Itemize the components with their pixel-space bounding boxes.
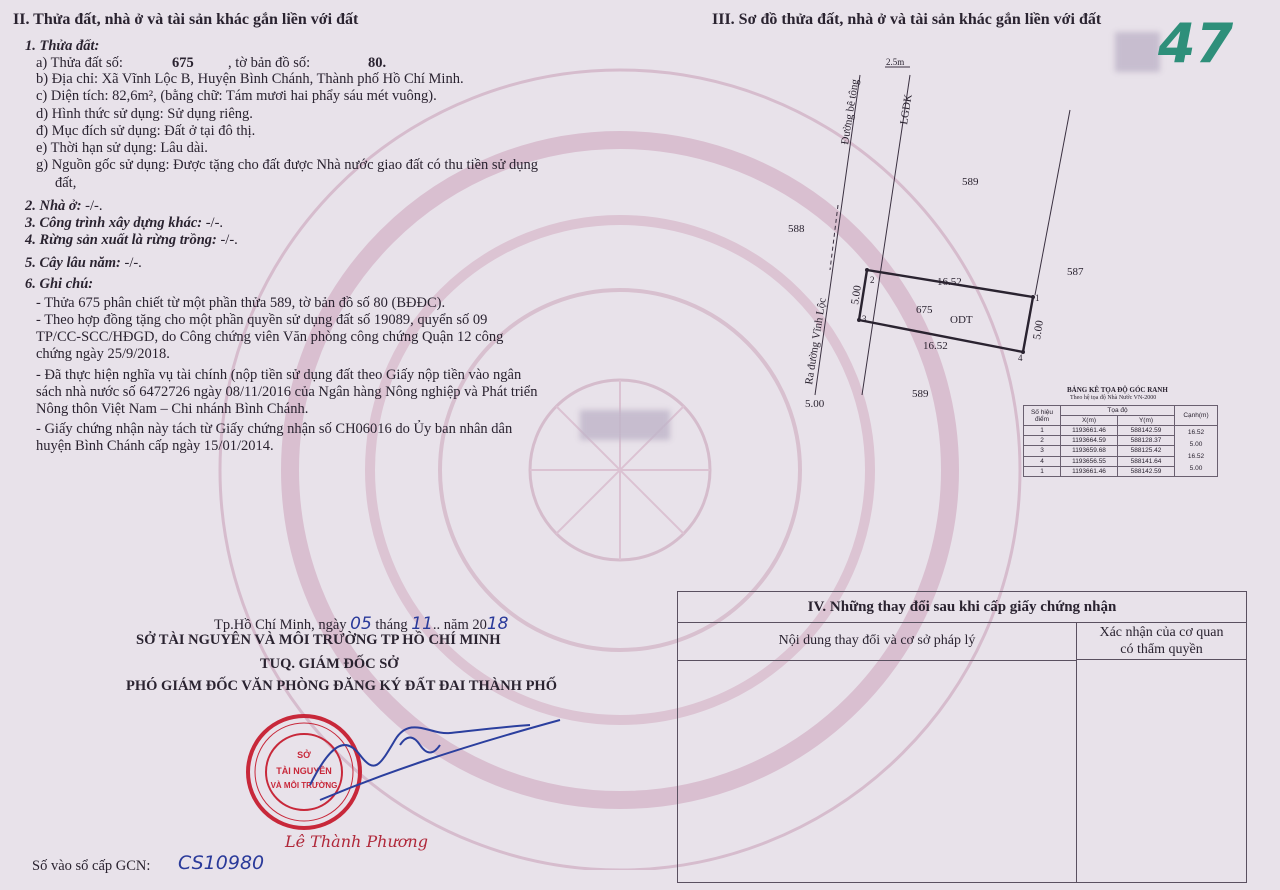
- col-coord: Tọa độ: [1061, 406, 1175, 416]
- column-divider: [1076, 660, 1077, 882]
- forest-row: [25, 232, 238, 249]
- changes-table: [677, 591, 1247, 883]
- signer-name: Lê Thành Phương: [285, 832, 428, 851]
- date-month: 11: [411, 614, 433, 634]
- road-label: Đường bê tông: [839, 78, 862, 146]
- lgdk-label: LGDK: [898, 93, 915, 126]
- section-heading: II. Thửa đất, nhà ở và tài sản khác gắn liền với đất: [13, 11, 359, 28]
- construction-value: -/-.: [202, 215, 224, 231]
- coord-table-subtitle: Theo hệ tọa độ Nhà Nước VN-2000: [1070, 395, 1157, 401]
- perennial-row: [25, 255, 142, 272]
- table-cell: 588128.37: [1118, 436, 1175, 446]
- length-value: 5.00: [1189, 465, 1203, 472]
- map-number-label: , tờ bản đồ số:: [228, 55, 311, 71]
- col-point: Số hiệu điểm: [1024, 406, 1061, 426]
- right-edge-length: 5.00: [1031, 319, 1046, 341]
- address-line: b) Địa chỉ: Xã Vĩnh Lộc B, Huyện Bình Chánh, Thành phố Hồ Chí Minh.: [36, 71, 464, 87]
- date-year: 18: [486, 614, 509, 634]
- lot-589-top-label: 589: [962, 176, 979, 188]
- table-cell: 3: [1024, 446, 1061, 456]
- coordinate-table: [1023, 405, 1218, 477]
- perennial-value: -/-.: [120, 255, 142, 271]
- redacted-area: [1115, 32, 1160, 72]
- top-edge-length: 16.52: [937, 276, 962, 288]
- date-day: 05: [350, 614, 372, 634]
- house-row: [25, 198, 102, 215]
- note-line: - Đã thực hiện nghĩa vụ tài chính (nộp tiền sử dụng đất theo Giấy nộp tiền vào ngân: [36, 367, 522, 383]
- lot-589-bottom-label: 589: [912, 388, 929, 400]
- table-cell-lengths: [1175, 426, 1218, 477]
- changes-title: IV. Những thay đổi sau khi cấp giấy chứng nhận: [678, 592, 1246, 623]
- table-row: [1024, 426, 1218, 436]
- gcn-number-label: Số vào sổ cấp GCN:: [32, 858, 151, 874]
- table-cell: 588141.64: [1118, 456, 1175, 466]
- month-label: tháng: [375, 617, 408, 633]
- year-label: năm 20: [443, 617, 487, 633]
- table-cell: 1193661.46: [1061, 466, 1118, 476]
- length-value: 16.52: [1187, 453, 1205, 460]
- note-line: Nông thôn Việt Nam – Chi nhánh Bình Chánh.: [36, 401, 309, 417]
- confirm-line-1: Xác nhận của cơ quan: [1099, 625, 1224, 640]
- diagram-heading: III. Sơ đồ thửa đất, nhà ở và tài sản khác gắn liền với đất: [712, 11, 1102, 28]
- length-value: 16.52: [1187, 429, 1205, 436]
- corner-point-2: [865, 268, 869, 272]
- plot-number-value: 675: [172, 55, 194, 71]
- road2-label: Ra đường Vĩnh Lộc: [803, 297, 829, 386]
- gcn-number-value: CS10980: [178, 852, 265, 874]
- note-line: - Thửa 675 phân chiết từ một phần thửa 589, tờ bản đồ số 80 (BĐĐC).: [36, 295, 446, 311]
- issuing-org: SỞ TÀI NGUYÊN VÀ MÔI TRƯỜNG TP HỒ CHÍ MINH: [136, 632, 501, 648]
- table-cell: 4: [1024, 456, 1061, 466]
- lot-588-label: 588: [788, 223, 805, 235]
- changes-col-confirm: [1077, 622, 1246, 660]
- usage-origin-line: g) Nguồn gốc sử dụng: Được tặng cho đất được Nhà nước giao đất có thu tiền sử dụng: [36, 157, 539, 173]
- plot-edge-right: [1023, 297, 1033, 352]
- point-4-label: 4: [1018, 353, 1023, 363]
- plot-number-label: a) Thửa đất số:: [36, 55, 123, 71]
- issue-date: Tp.Hồ Chí Minh, ngày 05 tháng 11.. năm 2018: [214, 614, 509, 634]
- land-plot-title: 1. Thửa đất:: [25, 38, 100, 54]
- table-cell: 2: [1024, 436, 1061, 446]
- perennial-title: 5. Cây lâu năm:: [25, 255, 121, 271]
- authorization-line: TUQ. GIÁM ĐỐC SỞ: [260, 656, 399, 672]
- table-cell: 1193656.55: [1061, 456, 1118, 466]
- usage-form-line: d) Hình thức sử dụng: Sử dụng riêng.: [36, 106, 253, 122]
- note-line: TP/CC-SCC/HĐGD, do Công chứng viên Văn phòng công chứng Quận 12 công: [36, 329, 504, 345]
- stamp-center-text: TÀI NGUYÊN: [276, 766, 332, 776]
- col-y: Y(m): [1118, 416, 1175, 426]
- page-mark: 47: [1158, 12, 1234, 75]
- point-3-label: 3: [862, 314, 867, 324]
- point-2-label: 2: [870, 275, 875, 285]
- left-edge-length: 5.00: [849, 284, 864, 306]
- neighbor-boundary: [1035, 110, 1070, 295]
- area-line: c) Diện tích: 82,6m², (bằng chữ: Tám mươi hai phẩy sáu mét vuông).: [36, 88, 437, 104]
- forest-value: -/-.: [216, 232, 238, 248]
- construction-title: 3. Công trình xây dựng khác:: [25, 215, 203, 231]
- note-line: sách nhà nước số 6472726 ngày 08/11/2016 của Ngân hàng Nông nghiệp và Phát triển: [36, 384, 538, 400]
- lot-675-label: 675: [916, 304, 933, 316]
- note-line: - Theo hợp đồng tặng cho một phần quyền sử dụng đất số 19089, quyển số 09: [36, 312, 488, 328]
- road-width-label: 2.5m: [886, 57, 905, 67]
- table-cell: 1193661.46: [1061, 426, 1118, 436]
- note-line: huyện Bình Chánh cấp ngày 15/01/2014.: [36, 438, 274, 454]
- note-line: - Giấy chứng nhận này tách từ Giấy chứng nhận số CH06016 do Ủy ban nhân dân: [36, 421, 513, 437]
- table-cell: 1193659.68: [1061, 446, 1118, 456]
- usage-origin-line-2: đất,: [55, 175, 77, 191]
- road-bottom-length: 5.00: [805, 398, 825, 410]
- bottom-edge-length: 16.52: [923, 340, 948, 352]
- table-cell: 588142.59: [1118, 466, 1175, 476]
- table-cell: 588142.59: [1118, 426, 1175, 436]
- usage-term-line: e) Thời hạn sử dụng: Lâu dài.: [36, 140, 208, 156]
- stamp-center-text: VÀ MÔI TRƯỜNG: [270, 781, 338, 790]
- date-prefix: Tp.Hồ Chí Minh, ngày: [214, 617, 347, 633]
- signature-scribble: [300, 705, 590, 815]
- land-plot-diagram: [780, 55, 1110, 420]
- changes-col-content: Nội dung thay đổi và cơ sở pháp lý: [678, 622, 1077, 661]
- point-1-label: 1: [1035, 293, 1040, 303]
- stamp-center-text: SỞ: [297, 750, 311, 760]
- land-use-code: ODT: [950, 314, 973, 326]
- house-value: -/-.: [81, 198, 103, 214]
- corner-point-3: [857, 318, 861, 322]
- construction-row: [25, 215, 223, 232]
- signer-role: PHÓ GIÁM ĐỐC VĂN PHÒNG ĐĂNG KÝ ĐẤT ĐAI THÀNH PHỐ: [126, 678, 557, 694]
- table-cell: 1: [1024, 426, 1061, 436]
- col-length: Cạnh(m): [1175, 406, 1218, 426]
- table-cell: 1: [1024, 466, 1061, 476]
- coord-table-title: BẢNG KÊ TỌA ĐỘ GÓC RANH: [1067, 386, 1168, 394]
- col-x: X(m): [1061, 416, 1118, 426]
- notes-title: 6. Ghi chú:: [25, 276, 94, 292]
- forest-title: 4. Rừng sản xuất là rừng trồng:: [25, 232, 217, 248]
- house-title: 2. Nhà ở:: [25, 198, 82, 214]
- table-cell: 588125.42: [1118, 446, 1175, 456]
- lot-587-label: 587: [1067, 266, 1084, 278]
- length-value: 5.00: [1189, 441, 1203, 448]
- map-number-value: 80.: [368, 55, 387, 71]
- note-line: chứng ngày 25/9/2018.: [36, 346, 170, 362]
- confirm-line-2: có thẩm quyền: [1120, 642, 1203, 657]
- table-cell: 1193664.59: [1061, 436, 1118, 446]
- redacted-area: [580, 410, 670, 440]
- usage-purpose-line: đ) Mục đích sử dụng: Đất ở tại đô thị.: [36, 123, 256, 139]
